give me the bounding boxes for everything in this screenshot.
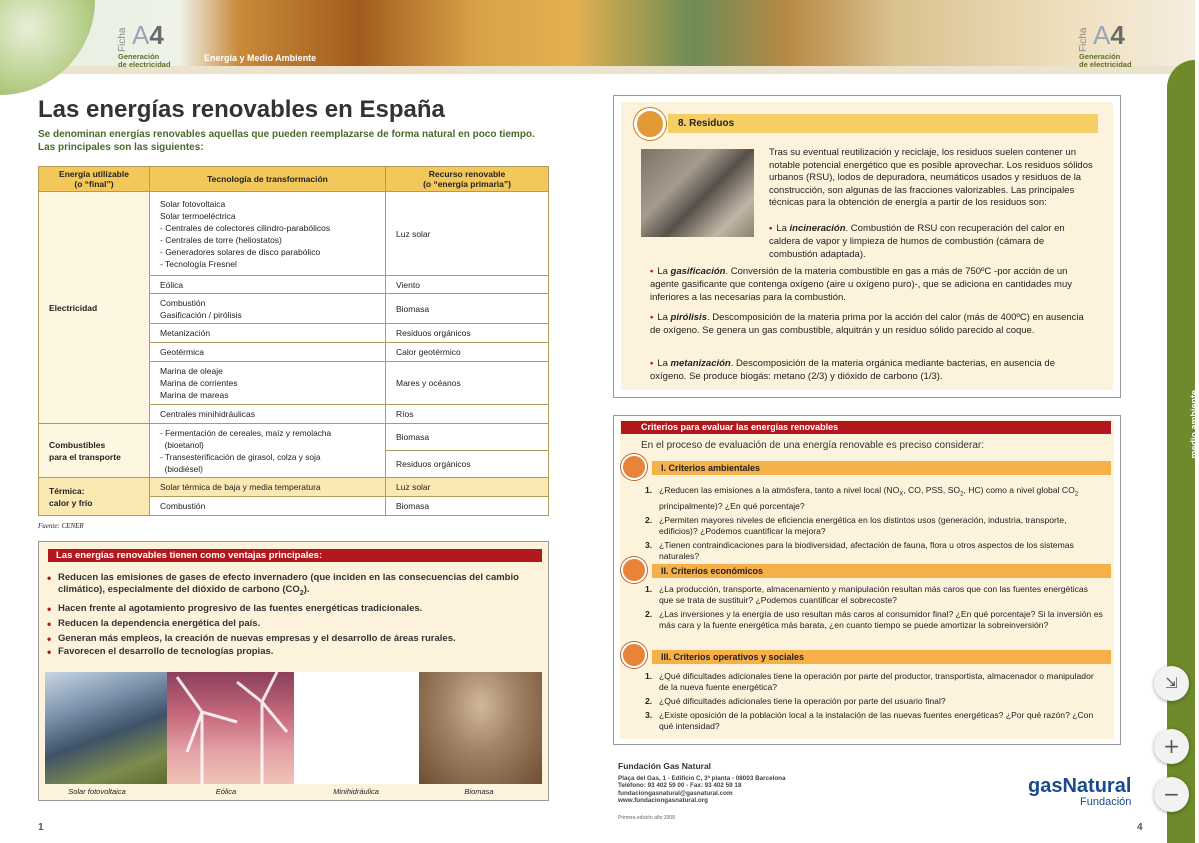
list-item: • Favorecen el desarrollo de tecnologías propias. [45,646,545,658]
list-item: • La metanización. Descomposición de la materia orgánica mediante bacterias, en ausencia de oxígeno. Se produce biogás: metano (2/3) y dióxido de carbono (1/3). [650,358,1055,382]
banner-caption: Energía y Medio Ambiente [204,53,317,63]
section-economicos: II. Criterios económicos [652,564,1111,578]
col-header-recurso: Recurso renovable (o “energía primaria”) [386,167,549,192]
cat-combustibles: Combustibles para el transporte [39,424,150,478]
residuos-heading: 8. Residuos [668,114,1098,133]
renewables-table [38,166,549,516]
table-cell-res: Luz solar [386,478,549,497]
cat-termica: Térmica: calor y frío [39,478,150,516]
wind-turbine-icon [167,672,294,784]
table-cell-tech: Centrales minihidráulicas [150,405,386,424]
residuos-text: Tras su eventual reutilización y reciclaje, los residuos suelen contener un notable potencial energético que es posible aprovechar. Los residuos sólidos urbanos (RSU), lodos de depuradora, neumáticos usados y residuos de la construcción, son algunas de las fracciones valorizables. Las principales técnicas para la obtención de energía a partir de los residuos son: [769,147,1093,209]
list-item: • Reducen las emisiones de gases de efecto invernadero (que inciden en las consecuencias del cambio climático), especialmente del dióxido de carbono $(CO_2)$. [45,572,545,600]
table-cell-tech: Geotérmica [150,343,386,362]
truck-icon [634,108,666,140]
list-item: 2. ¿Qué dificultades adicionales tiene la operación por parte del usuario final? [645,696,946,706]
fit-screen-button[interactable]: ⇲ [1154,666,1189,701]
wind-photo [167,672,294,784]
criterios-intro: En el proceso de evaluación de una energía renovable es preciso considerar: [641,440,984,451]
photo-strip [45,672,542,784]
ventajas-list [45,572,545,661]
section-ambientales: I. Criterios ambientales [652,461,1111,475]
table-cell-res: Biomasa [386,294,549,324]
list-item: 2. ¿Permiten mayores niveles de eficiencia energética en los distintos usos (generación, industria, transporte, edificios)? ¿Podemos cuantificar la mejora? [645,514,1067,536]
table-cell-tech: Metanización [150,324,386,343]
table-cell-res: Mares y océanos [386,362,549,405]
intro-text: Se denominan energías renovables aquellas que pueden reemplazarse de forma natural en poco tiempo. Las principales son las siguientes: [38,129,535,153]
table-cell-res: Calor geotérmico [386,343,549,362]
list-item: 1. ¿Reducen las emisiones a la atmósfera, tanto a nivel local ($NO_X$, CO, PSS, $SO_2$, HC) como a nivel global $CO_2$ principalmente)? ¿En qué porcentaje? [645,485,1079,511]
residuos-photo [641,149,754,237]
list-item: • Reducen la dependencia energética del país. [45,618,545,630]
list-item: • La pirólisis. Descomposición de la materia prima por la acción del calor (más de 400ºC) en ausencia de oxígeno. Se genera un gas combustible, alquitrán y un residuo sólido parecido al coque. [650,312,1084,336]
list-item: • Hacen frente al agotamiento progresivo de las fuentes energéticas tradicionales. [45,603,545,615]
list-item: • La incineración. Combustión de RSU con recuperación del calor en caldera de vapor y limpieza de humos de combustión (cámara de combustión adaptada). [769,223,1065,260]
leaf-decoration [0,0,95,95]
header-strip [0,66,1195,74]
table-cell-res: Ríos [386,405,549,424]
list-item: 3. ¿Existe oposición de la población local a la instalación de las nuevas fuentes energéticas? ¿Por qué razón? ¿Con qué intensidad? [645,710,1094,731]
operativos-list [645,671,1103,735]
ventajas-title: Las energías renovables tienen como ventajas principales: [48,549,542,562]
tree-icon [621,454,647,480]
solar-photo [45,672,167,784]
table-cell-tech: - Fermentación de cereales, maíz y remolacha (bioetanol) - Transesterificación de girasol, colza y soja (biodiésel) [150,424,386,478]
caption-eolica: Eólica [215,787,237,796]
list-item: 3. ¿Tienen contraindicaciones para la biodiversidad, afectación de fauna, flora u otros aspectos de los sistemas naturales? [645,539,1074,561]
building-icon [621,642,647,668]
criterios-title: Criterios para evaluar las energías renovables [621,421,1111,434]
col-header-tecnologia: Tecnología de transformación [150,167,386,192]
table-cell-res: Residuos orgánicos [386,324,549,343]
list-item: 1. ¿Qué dificultades adicionales tiene la operación por parte del productor, transportista, almacenador o manipulador de la nueva fuente energética? [645,671,1094,692]
table-cell-res: Residuos orgánicos [386,451,549,478]
table-cell-res: Biomasa [386,497,549,516]
biomasa-photo [419,672,542,784]
header-banner [0,0,1195,66]
table-cell-tech: Solar térmica de baja y media temperatura [150,478,386,497]
side-label: medio ambiente [1189,390,1199,459]
table-cell-tech: Marina de oleaje Marina de corrientes Marina de mareas [150,362,386,405]
list-item: 2. ¿Las inversiones y la energía de uso resultan más caros al consumidor final? ¿En qué porcentaje? Si la inversión es más cara y la fuente energética más barata, ¿en cuanto tiempo se puede amortizar la sobreinversión? [645,609,1103,630]
page-number-left: 1 [38,822,44,833]
gasnatural-logo: gasNatural Fundación [1028,775,1132,808]
table-cell-tech: Combustión [150,497,386,516]
page-number-right: 4 [1137,822,1143,833]
cat-electricidad: Electricidad [39,192,150,424]
table-cell-tech: Solar fotovoltaica Solar termoeléctrica - Centrales de colectores cilindro-parabólicos - Centrales de torre (heliostatos) - Generadores solares de disco parabólico - Tecnología Fresnel [150,192,386,276]
caption-solar: Solar fotovoltaica [68,787,126,796]
section-operativos: III. Criterios operativos y sociales [652,650,1111,664]
zoom-in-button[interactable]: + [1154,729,1189,764]
table-source: Fuente: CENER [38,522,84,530]
caption-biomasa: Biomasa [464,787,494,796]
table-cell-res: Viento [386,276,549,294]
page-title: Las energías renovables en España [38,96,445,123]
economicos-list [645,584,1103,634]
table-cell-res: Luz solar [386,192,549,276]
list-item: 1. ¿La producción, transporte, almacenamiento y manipulación resultan más caros que con las fuentes energéticas que se trata de sustituir? ¿Podemos cuantificar el sobrecoste? [645,584,1088,605]
table-cell-tech: Eólica [150,276,386,294]
minihidraulica-photo [294,672,419,784]
col-header-energia: Energía utilizable (o “final”) [39,167,150,192]
footer-edition: Primera edición año 2008 [618,815,675,821]
table-cell-res: Biomasa [386,424,549,451]
footer-address: Plaça del Gas, 1 - Edificio C, 3ª planta - 08003 Barcelona Teléfono: 93 402 59 00 - Fax: 93 402 59 18 fundaciongasnatural@gasnatural.com www.fundaciongasnatural.org [618,775,786,804]
list-item: • La gasificación. Conversión de la materia combustible en gas a más de 750ºC -por acción de un agente gasificante que contenga oxígeno (aire u oxígeno puro)-, que se adiciona en cantidades muy inferiores a las necesarias para la combustión. [650,266,1072,303]
list-item: • Generan más empleos, la creación de nuevas empresas y el desarrollo de áreas rurales. [45,633,545,645]
ambientales-list [645,485,1103,565]
table-cell-tech: Combustión Gasificación / pirólisis [150,294,386,324]
caption-minihidraulica: Minihidráulica [333,787,379,796]
euro-icon [621,557,647,583]
footer-org: Fundación Gas Natural [618,761,712,771]
zoom-out-button[interactable]: − [1154,777,1189,812]
